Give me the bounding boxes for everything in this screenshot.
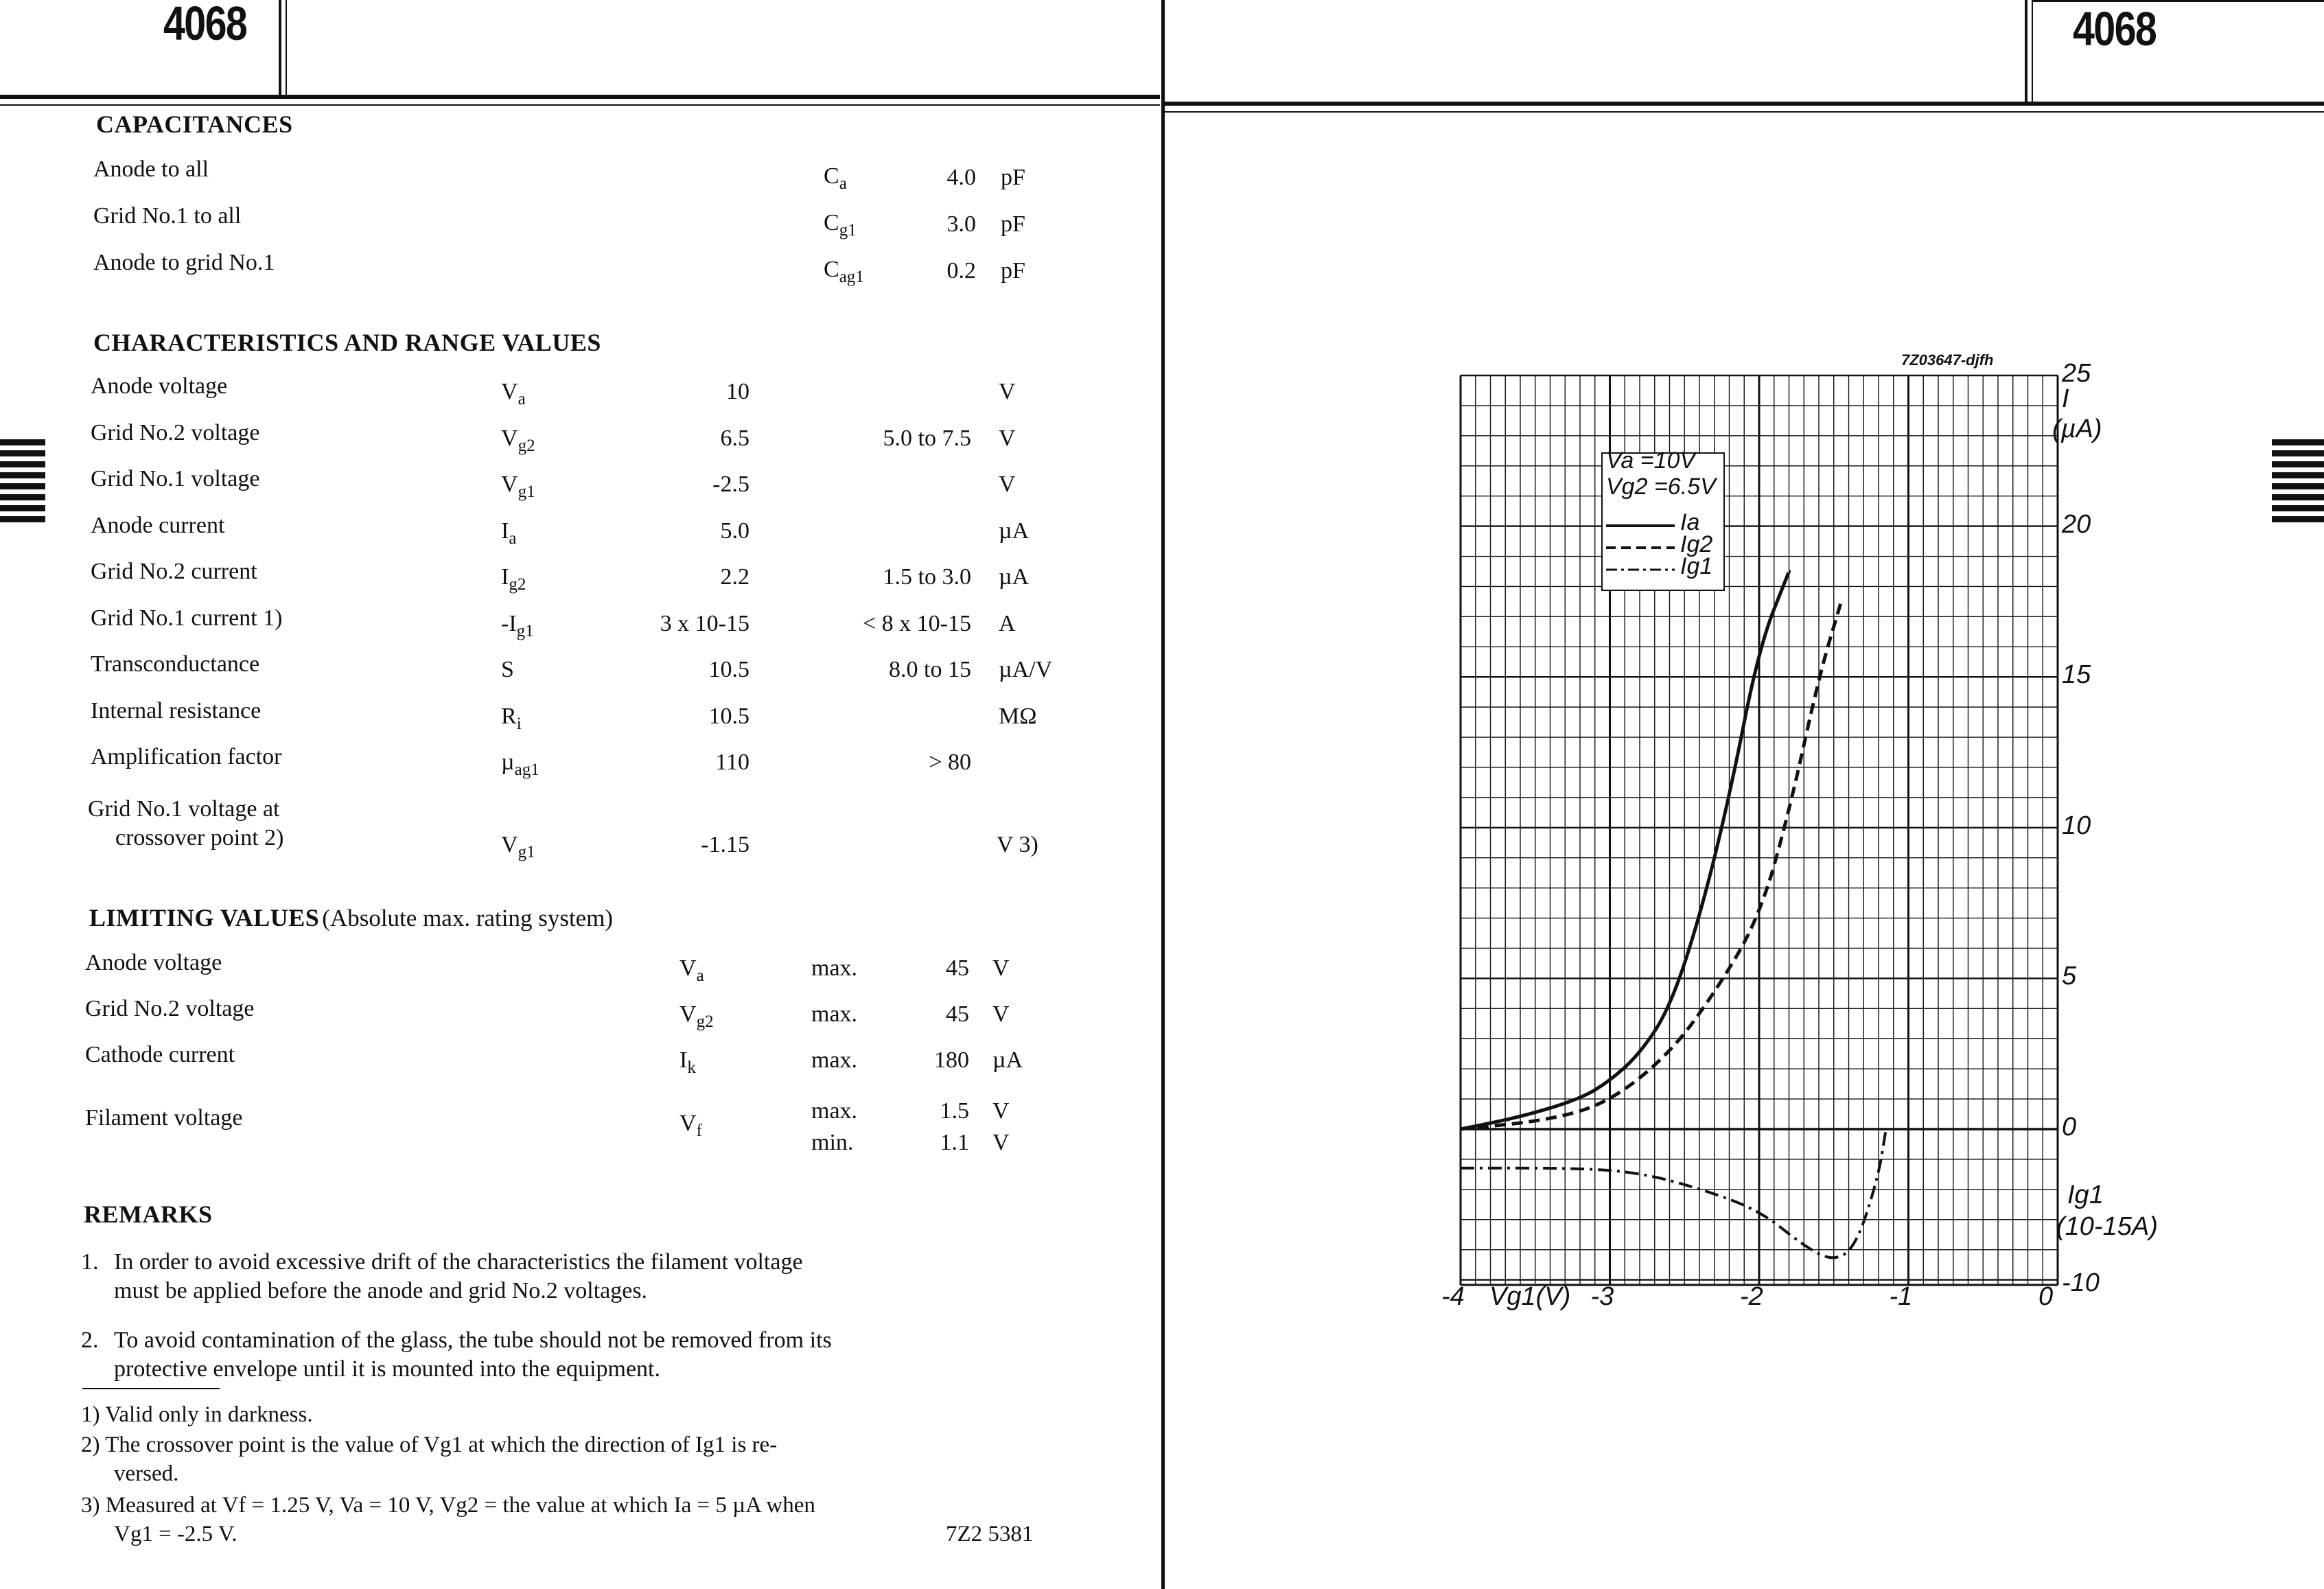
limit-row-label: Grid No.2 voltage (85, 996, 255, 1021)
cap-unit-anode: pF (1001, 165, 1025, 190)
char-row-value: 10.5 (708, 704, 750, 729)
char-row-value: 6.5 (720, 426, 750, 451)
char-row-symbol: $R_i$ (501, 704, 522, 733)
limit-row-value: 45 (946, 1001, 969, 1027)
y-tick-label: 25 (2062, 359, 2091, 388)
characteristic-chart (1407, 343, 2162, 1338)
char-row-label: Grid No.1 voltage (91, 466, 260, 491)
limit-row-kind: max. (811, 1001, 858, 1027)
left-header-vrule (279, 0, 281, 96)
char-row-value: -2.5 (712, 472, 750, 497)
char-row-symbol: $V_a$ (501, 379, 526, 408)
characteristics-heading: CHARACTERISTICS AND RANGE VALUES (93, 329, 601, 356)
remarks-heading: REMARKS (84, 1201, 213, 1228)
filament-min-value: 1.1 (940, 1130, 969, 1155)
y-tick-label: 20 (2062, 509, 2091, 539)
filament-symbol: $V_f$ (679, 1111, 702, 1140)
x-tick-label: -1 (1889, 1282, 1913, 1311)
char-row-unit: µA/V (999, 657, 1053, 682)
char-row-value: 2.2 (720, 564, 750, 590)
crossover-value: -1.15 (701, 832, 750, 857)
char-row-unit: V (999, 379, 1016, 404)
filament-max-value: 1.5 (940, 1098, 969, 1124)
chart-grid (1461, 375, 2058, 1285)
char-row-unit: MΩ (999, 704, 1037, 729)
limit-row-label: Anode voltage (85, 950, 222, 975)
char-row-value: 5.0 (720, 518, 750, 544)
right-header-vrule (2025, 0, 2027, 103)
limit-row-kind: max. (811, 1047, 858, 1073)
legend-vg2: Vg2 =6.5V (1606, 474, 1716, 500)
char-row-value: 3 x 10-15 (660, 611, 750, 636)
limit-row-symbol: $V_{g2}$ (679, 1001, 714, 1031)
page-number-right: 4068 (2073, 2, 2157, 56)
cap-unit-grid1: pF (1001, 211, 1025, 237)
limit-row-unit: V (992, 955, 1010, 981)
char-row-label: Internal resistance (91, 698, 262, 723)
left-header-vrule-2 (286, 0, 287, 96)
filament-min-kind: min. (811, 1130, 854, 1155)
char-row-symbol: µ$_{ag1}$ (501, 750, 539, 779)
char-row-range: 1.5 to 3.0 (883, 564, 971, 590)
cap-label-grid1: Grid No.1 to all (93, 203, 242, 229)
char-row-unit: µA (999, 518, 1030, 544)
char-row-range: 5.0 to 7.5 (883, 426, 971, 451)
footnote-2: 2) The crossover point is the value of Vg1 at which the direction of Ig1 is re- versed. (81, 1433, 778, 1486)
x-tick-label: -4 (1441, 1282, 1465, 1311)
left-header-divider-thin (0, 104, 1160, 106)
series-line-ig1 (1461, 1129, 1886, 1257)
limit-row-kind: max. (811, 955, 858, 981)
crossover-label-line2: crossover point 2) (115, 825, 284, 850)
char-row-symbol: $V_{g1}$ (501, 472, 535, 501)
limit-row-value: 180 (934, 1047, 969, 1073)
limit-row-label: Cathode current (85, 1042, 235, 1067)
char-row-label: Amplification factor (91, 744, 282, 769)
crossover-label-line1: Grid No.1 voltage at (88, 796, 280, 822)
filament-min-unit: V (992, 1130, 1010, 1155)
remark-2: 2. To avoid contamination of the glass, the tube should not be removed from its protective envelope until it is mounted into the equipment. (81, 1327, 832, 1382)
footnote-separator (82, 1388, 220, 1389)
footnote-1: 1) Valid only in darkness. (81, 1402, 313, 1427)
limit-row-symbol: $V_a$ (679, 955, 704, 985)
y-axis-unit-bottom: (10-15A) (2056, 1212, 2158, 1241)
limit-row-symbol: $I_k$ (679, 1047, 696, 1077)
cap-symbol-anode: $C_a$ (824, 163, 847, 193)
legend-label-ia: Ia (1680, 509, 1700, 535)
x-tick-label: -3 (1590, 1282, 1614, 1311)
char-row-unit: A (999, 611, 1016, 636)
filament-max-unit: V (992, 1098, 1010, 1124)
legend-label-ig1: Ig1 (1680, 553, 1713, 579)
series-line-ig2 (1461, 601, 1841, 1129)
x-axis-label: Vg1(V) (1489, 1282, 1571, 1311)
cap-symbol-anode-grid1: $C_{ag1}$ (824, 257, 864, 286)
right-header-vrule-2 (2032, 0, 2033, 103)
char-row-range: > 80 (929, 750, 971, 775)
filament-max-kind: max. (811, 1098, 858, 1124)
limit-row-value: 45 (946, 955, 969, 981)
char-row-symbol: $I_a$ (501, 518, 517, 548)
x-tick-label: -2 (1740, 1282, 1763, 1311)
cap-value-grid1: 3.0 (946, 211, 976, 237)
y-tick-label: 10 (2062, 811, 2091, 840)
y-tick-label: 5 (2062, 962, 2077, 991)
y-tick-label: -10 (2062, 1268, 2100, 1297)
char-row-label: Anode voltage (91, 373, 228, 399)
y-axis-label-top: I (2062, 384, 2069, 413)
char-row-symbol: $V_{g2}$ (501, 426, 535, 455)
chart-series (1461, 572, 1886, 1258)
char-row-label: Anode current (91, 513, 225, 538)
cap-value-anode: 4.0 (946, 165, 976, 190)
char-row-value: 110 (715, 750, 750, 775)
drawing-code: 7Z03647-djfh (1901, 351, 1994, 369)
cap-label-anode: Anode to all (93, 156, 209, 182)
crossover-unit: V 3) (997, 832, 1038, 857)
y-tick-label: 0 (2062, 1113, 2077, 1141)
page-number-left: 4068 (163, 0, 247, 50)
legend-va: Va =10V (1606, 448, 1696, 474)
char-row-symbol: $-I_{g1}$ (501, 611, 534, 640)
filament-label: Filament voltage (85, 1105, 243, 1130)
char-row-value: 10.5 (708, 657, 750, 682)
char-row-label: Transconductance (91, 651, 260, 677)
char-row-unit: V (999, 426, 1016, 451)
x-tick-label: 0 (2038, 1282, 2054, 1311)
char-row-unit: µA (999, 564, 1030, 590)
cap-symbol-grid1: $C_{g1}$ (824, 210, 857, 240)
capacitances-heading: CAPACITANCES (96, 111, 293, 138)
document-code: 7Z2 5381 (946, 1522, 1034, 1546)
char-row-label: Grid No.1 current 1) (91, 605, 283, 631)
cap-value-anode-grid1: 0.2 (946, 258, 976, 283)
limiting-heading: LIMITING VALUES (Absolute max. rating system) (89, 904, 614, 931)
y-tick-label: 15 (2062, 660, 2091, 690)
legend-label-ig2: Ig2 (1680, 531, 1713, 557)
char-row-range: 8.0 to 15 (889, 657, 971, 682)
char-row-label: Grid No.2 voltage (91, 420, 260, 445)
limit-row-unit: µA (992, 1047, 1023, 1073)
crossover-symbol: $V_{g1}$ (501, 832, 535, 861)
y-axis-label-bottom: Ig1 (2067, 1181, 2104, 1209)
right-header-divider-thick (1165, 102, 2324, 106)
char-row-label: Grid No.2 current (91, 559, 257, 584)
left-header-divider-thick (0, 95, 1160, 99)
footnote-3: 3) Measured at Vf = 1.25 V, Va = 10 V, Vg2 = the value at which Ia = 5 µA when Vg1 = -2.5 V. (81, 1493, 815, 1546)
y-axis-unit-top: (µA) (2052, 415, 2102, 443)
remark-1: 1. In order to avoid excessive drift of the characteristics the filament voltage must be applied before the anode and grid No.2 voltages. (81, 1249, 803, 1303)
char-row-symbol: $I_{g2}$ (501, 564, 526, 594)
center-fold-line (1161, 0, 1165, 1589)
cap-unit-anode-grid1: pF (1001, 258, 1025, 283)
limit-row-unit: V (992, 1001, 1010, 1027)
char-row-value: 10 (726, 379, 750, 404)
char-row-symbol: S (501, 657, 514, 682)
char-row-unit: V (999, 472, 1016, 497)
cap-label-anode-grid1: Anode to grid No.1 (93, 250, 275, 275)
right-header-divider-thin (1165, 111, 2324, 113)
char-row-range: < 8 x 10-15 (863, 611, 971, 636)
